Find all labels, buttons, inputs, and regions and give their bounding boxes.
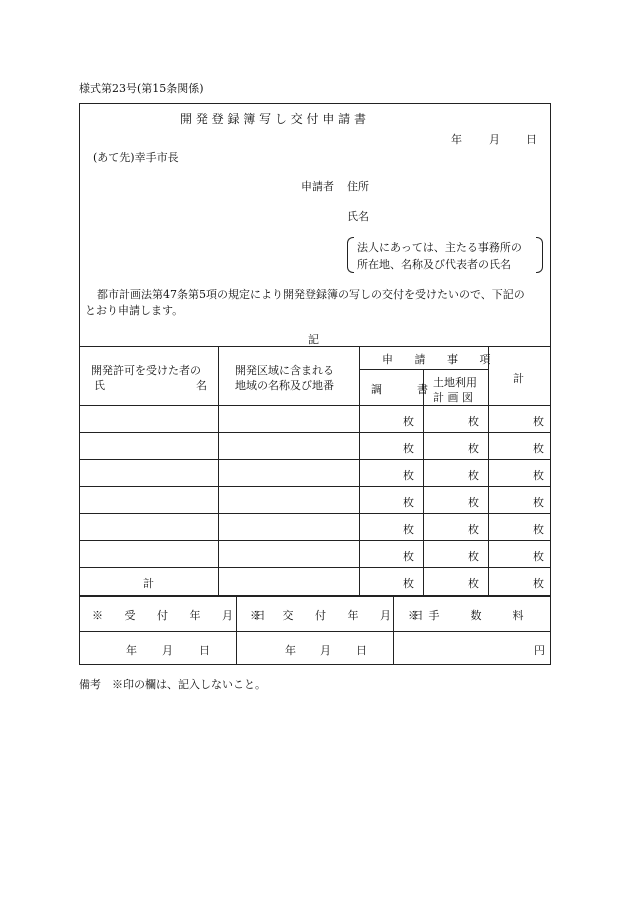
issued-date-header: ※ 交 付 年 月 日: [250, 609, 433, 622]
fee-header: ※ 手 数 料: [408, 609, 527, 622]
ki-label: 記: [308, 333, 319, 346]
footer-col-divider: [236, 595, 237, 665]
body-text-line1: 都市計画法第47条第5項の規定により開発登録簿の写しの交付を受けたいので、下記の: [97, 288, 525, 301]
unit-cell: 枚: [468, 550, 479, 563]
header-request: 申 請 事 項: [382, 353, 500, 366]
header-permit-holder: 開発許可を受けた者の: [91, 364, 201, 377]
body-text-line2: とおり申請します。: [85, 304, 184, 317]
fee-yen: 円: [534, 644, 545, 657]
addressee: (あて先)幸手市長: [93, 151, 179, 164]
unit-cell: 枚: [533, 577, 544, 590]
issued-year: 年: [285, 644, 296, 657]
unit-cell: 枚: [533, 550, 544, 563]
unit-cell: 枚: [533, 469, 544, 482]
row-line: [79, 459, 551, 460]
unit-cell: 枚: [468, 577, 479, 590]
row-line: [79, 540, 551, 541]
header-landuse-line2: 計 画 図: [433, 391, 473, 404]
unit-cell: 枚: [533, 415, 544, 428]
col-divider: [218, 346, 219, 595]
footer-mid-line: [79, 631, 551, 632]
date-year-label: 年: [451, 133, 462, 146]
header-chosho: 調 書: [371, 383, 440, 396]
received-date-header: ※ 受 付 年 月 日: [92, 609, 275, 622]
name-label: 氏名: [347, 210, 369, 223]
row-line: [79, 567, 551, 568]
col-divider: [423, 369, 424, 595]
applicant-label: 申請者: [301, 180, 334, 193]
unit-cell: 枚: [468, 415, 479, 428]
unit-cell: 枚: [533, 523, 544, 536]
corporate-note-line1: 法人にあっては、主たる事務所の: [357, 241, 522, 254]
remarks: 備考 ※印の欄は、記入しないこと。: [79, 678, 266, 691]
footer-col-divider: [393, 595, 394, 665]
header-permit-shi: 氏: [94, 379, 105, 392]
form-number: 様式第23号(第15条関係): [79, 82, 204, 95]
unit-cell: 枚: [403, 496, 414, 509]
unit-cell: 枚: [403, 577, 414, 590]
header-total: 計: [513, 372, 524, 385]
unit-cell: 枚: [468, 442, 479, 455]
received-year: 年: [126, 644, 137, 657]
header-area-line1: 開発区域に含まれる: [235, 364, 334, 377]
unit-cell: 枚: [403, 415, 414, 428]
unit-cell: 枚: [533, 442, 544, 455]
corporate-note-line2: 所在地、名称及び代表者の氏名: [357, 258, 511, 271]
issued-day: 日: [356, 644, 367, 657]
date-day-label: 日: [526, 133, 537, 146]
header-area-line2: 地域の名称及び地番: [235, 379, 334, 392]
unit-cell: 枚: [468, 469, 479, 482]
row-line: [79, 486, 551, 487]
date-month-label: 月: [489, 133, 500, 146]
header-landuse-line1: 土地利用: [433, 376, 477, 389]
header-permit-mei: 名: [196, 379, 207, 392]
row-line: [79, 513, 551, 514]
received-day: 日: [199, 644, 210, 657]
table-bottom-line: [79, 595, 551, 597]
unit-cell: 枚: [468, 523, 479, 536]
unit-cell: 枚: [403, 550, 414, 563]
row-line: [79, 432, 551, 433]
table-header-bottom-line: [79, 405, 551, 406]
unit-cell: 枚: [403, 469, 414, 482]
address-label: 住所: [347, 180, 369, 193]
col-divider: [359, 346, 360, 595]
form-title: 開 発 登 録 簿 写 し 交 付 申 請 書: [180, 112, 366, 126]
unit-cell: 枚: [533, 496, 544, 509]
received-month: 月: [162, 644, 173, 657]
col-divider: [488, 346, 489, 595]
table-top-line: [79, 346, 551, 347]
unit-cell: 枚: [403, 442, 414, 455]
total-row-label: 計: [143, 577, 154, 590]
unit-cell: 枚: [468, 496, 479, 509]
unit-cell: 枚: [403, 523, 414, 536]
issued-month: 月: [320, 644, 331, 657]
